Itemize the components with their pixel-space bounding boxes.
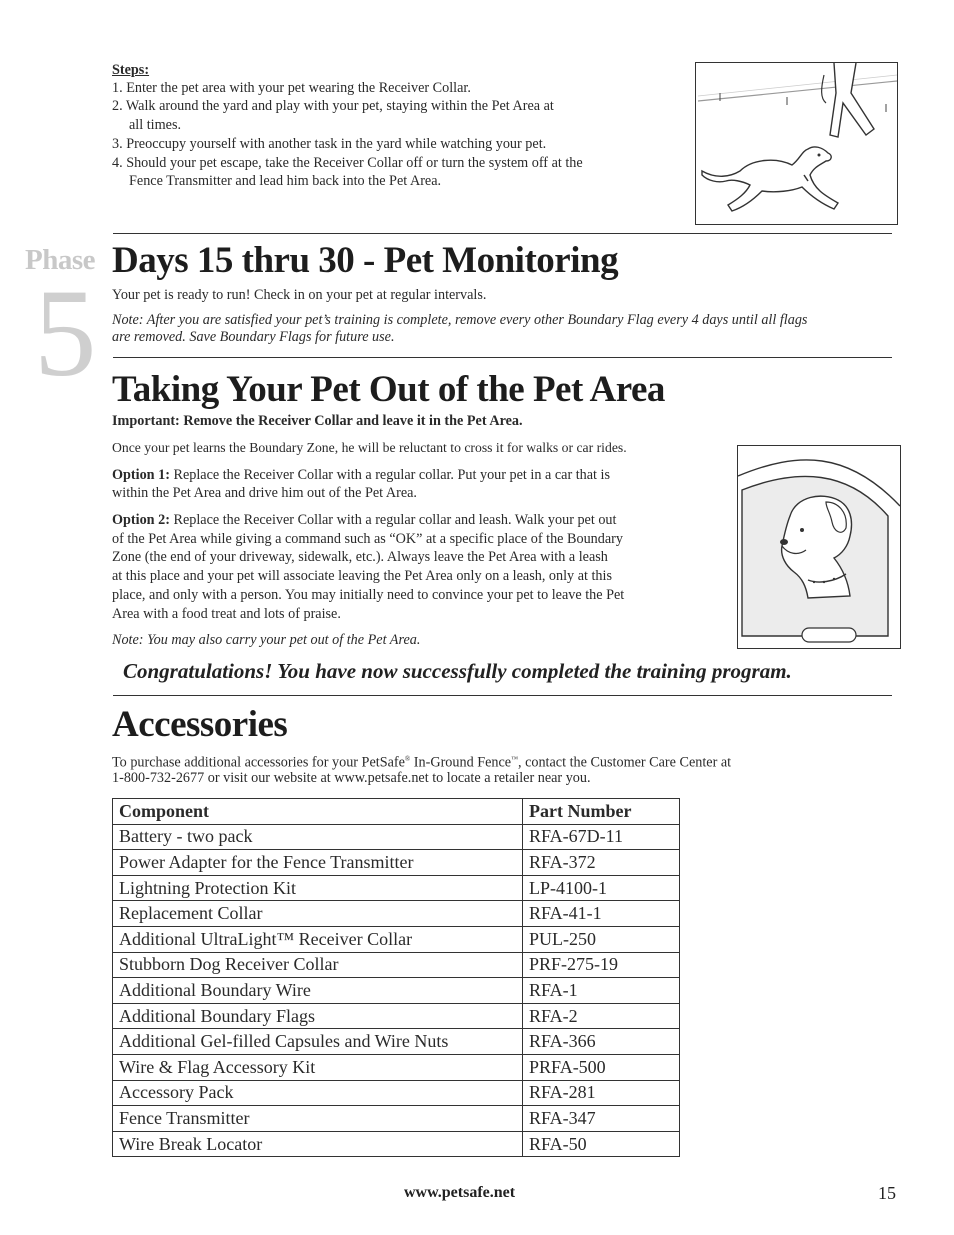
divider: [113, 357, 892, 358]
option-label: Option 1:: [112, 467, 170, 483]
component-cell: Additional UltraLight™ Receiver Collar: [113, 926, 523, 952]
divider: [113, 233, 892, 234]
component-cell: Lightning Protection Kit: [113, 875, 523, 901]
intro-text: Your pet is ready to run! Check in on your pet at regular intervals.: [112, 287, 487, 303]
part-number-cell: PRFA-500: [523, 1054, 680, 1080]
component-cell: Wire Break Locator: [113, 1131, 523, 1157]
option-text: place, and only with a person. You may initially need to convince your pet to leave the Pet: [112, 587, 625, 603]
component-cell: Stubborn Dog Receiver Collar: [113, 952, 523, 978]
note-text: are removed. Save Boundary Flags for future use.: [112, 329, 395, 345]
option-text: of the Pet Area while giving a command such as “OK” at a specific place of the Boundary: [112, 531, 623, 547]
part-number-cell: RFA-50: [523, 1131, 680, 1157]
part-number-cell: RFA-67D-11: [523, 824, 680, 850]
step-line: 2. Walk around the yard and play with your pet, staying within the Pet Area at: [112, 98, 554, 114]
step-line: Fence Transmitter and lead him back into the Pet Area.: [129, 173, 442, 189]
option-text: Zone (the end of your driveway, sidewalk, etc.). Always leave the Pet Area with a leash: [112, 549, 608, 565]
accessories-table: [112, 798, 680, 1157]
table-row: [113, 978, 680, 1004]
part-number-cell: RFA-41-1: [523, 901, 680, 927]
phase-number: 5: [34, 265, 97, 403]
part-number-cell: RFA-372: [523, 850, 680, 876]
column-header-component: Component: [113, 799, 523, 825]
option-text: Replace the Receiver Collar with a regular collar. Put your pet in a car that is: [173, 467, 611, 483]
trademark: ™: [511, 755, 518, 763]
component-cell: Fence Transmitter: [113, 1106, 523, 1132]
footer-url: www.petsafe.net: [404, 1184, 516, 1201]
table-row: [113, 1131, 680, 1157]
section-heading: Taking Your Pet Out of the Pet Area: [112, 369, 665, 410]
table-row: [113, 1106, 680, 1132]
page-number: 15: [878, 1183, 896, 1203]
important-text: Important: Remove the Receiver Collar and leave it in the Pet Area.: [112, 413, 523, 429]
column-header-part-number: Part Number: [523, 799, 680, 825]
illustration-dog-in-car: [737, 445, 901, 649]
steps-title: Steps:: [112, 62, 150, 78]
part-number-cell: RFA-1: [523, 978, 680, 1004]
registered-mark: ®: [404, 755, 411, 763]
table-row: [113, 1003, 680, 1029]
note-text: Note: After you are satisfied your pet’s training is complete, remove every other Boundary Flag every 4 days until all flags: [112, 312, 808, 328]
component-cell: Wire & Flag Accessory Kit: [113, 1054, 523, 1080]
option-text: within the Pet Area and drive him out of the Pet Area.: [112, 485, 417, 501]
table-row: [113, 824, 680, 850]
component-cell: Additional Boundary Wire: [113, 978, 523, 1004]
part-number-cell: PUL-250: [523, 926, 680, 952]
table-row: [113, 901, 680, 927]
component-cell: Power Adapter for the Fence Transmitter: [113, 850, 523, 876]
component-cell: Accessory Pack: [113, 1080, 523, 1106]
note-text: Note: You may also carry your pet out of the Pet Area.: [112, 632, 421, 648]
table-row: [113, 850, 680, 876]
option-text: Replace the Receiver Collar with a regular collar and leash. Walk your pet out: [173, 512, 617, 528]
component-cell: Additional Boundary Flags: [113, 1003, 523, 1029]
option-label: Option 2:: [112, 512, 170, 528]
section-heading: Days 15 thru 30 - Pet Monitoring: [112, 240, 619, 281]
part-number-cell: LP-4100-1: [523, 875, 680, 901]
option-2-line: [112, 511, 616, 530]
table-row: [113, 875, 680, 901]
step-line: 3. Preoccupy yourself with another task in the yard while watching your pet.: [112, 136, 547, 152]
table-header-row: [113, 799, 680, 825]
divider: [113, 695, 892, 696]
component-cell: Replacement Collar: [113, 901, 523, 927]
part-number-cell: RFA-366: [523, 1029, 680, 1055]
congratulations-text: Congratulations! You have now successfully completed the training program.: [123, 659, 792, 683]
part-number-cell: RFA-347: [523, 1106, 680, 1132]
section-heading: Accessories: [112, 704, 288, 745]
part-number-cell: RFA-281: [523, 1080, 680, 1106]
table-row: [113, 926, 680, 952]
table-row: [113, 1054, 680, 1080]
accessories-intro-line-2: 1-800-732-2677 or visit our website at www.petsafe.net to locate a retailer near you.: [112, 770, 591, 786]
step-line: 1. Enter the pet area with your pet wearing the Receiver Collar.: [112, 80, 471, 96]
component-cell: Additional Gel-filled Capsules and Wire Nuts: [113, 1029, 523, 1055]
option-1-line: [112, 466, 610, 485]
paragraph: Once your pet learns the Boundary Zone, he will be reluctant to cross it for walks or car rides.: [112, 440, 627, 455]
illustration-dog-running: [695, 62, 898, 225]
accessories-intro: To purchase additional accessories for your PetSafe® In-Ground Fence™, contact the Customer Care Center at: [112, 754, 732, 771]
table-row: [113, 1029, 680, 1055]
step-line: all times.: [129, 117, 182, 133]
part-number-cell: PRF-275-19: [523, 952, 680, 978]
part-number-cell: RFA-2: [523, 1003, 680, 1029]
step-line: 4. Should your pet escape, take the Receiver Collar off or turn the system off at the: [112, 155, 583, 171]
table-row: [113, 1080, 680, 1106]
option-text: Area with a food treat and lots of praise.: [112, 606, 341, 622]
phase-label: Phase: [25, 244, 95, 276]
option-text: at this place and your pet will associate leaving the Pet Area only on a leash, only at this: [112, 568, 612, 584]
table-row: [113, 952, 680, 978]
component-cell: Battery - two pack: [113, 824, 523, 850]
